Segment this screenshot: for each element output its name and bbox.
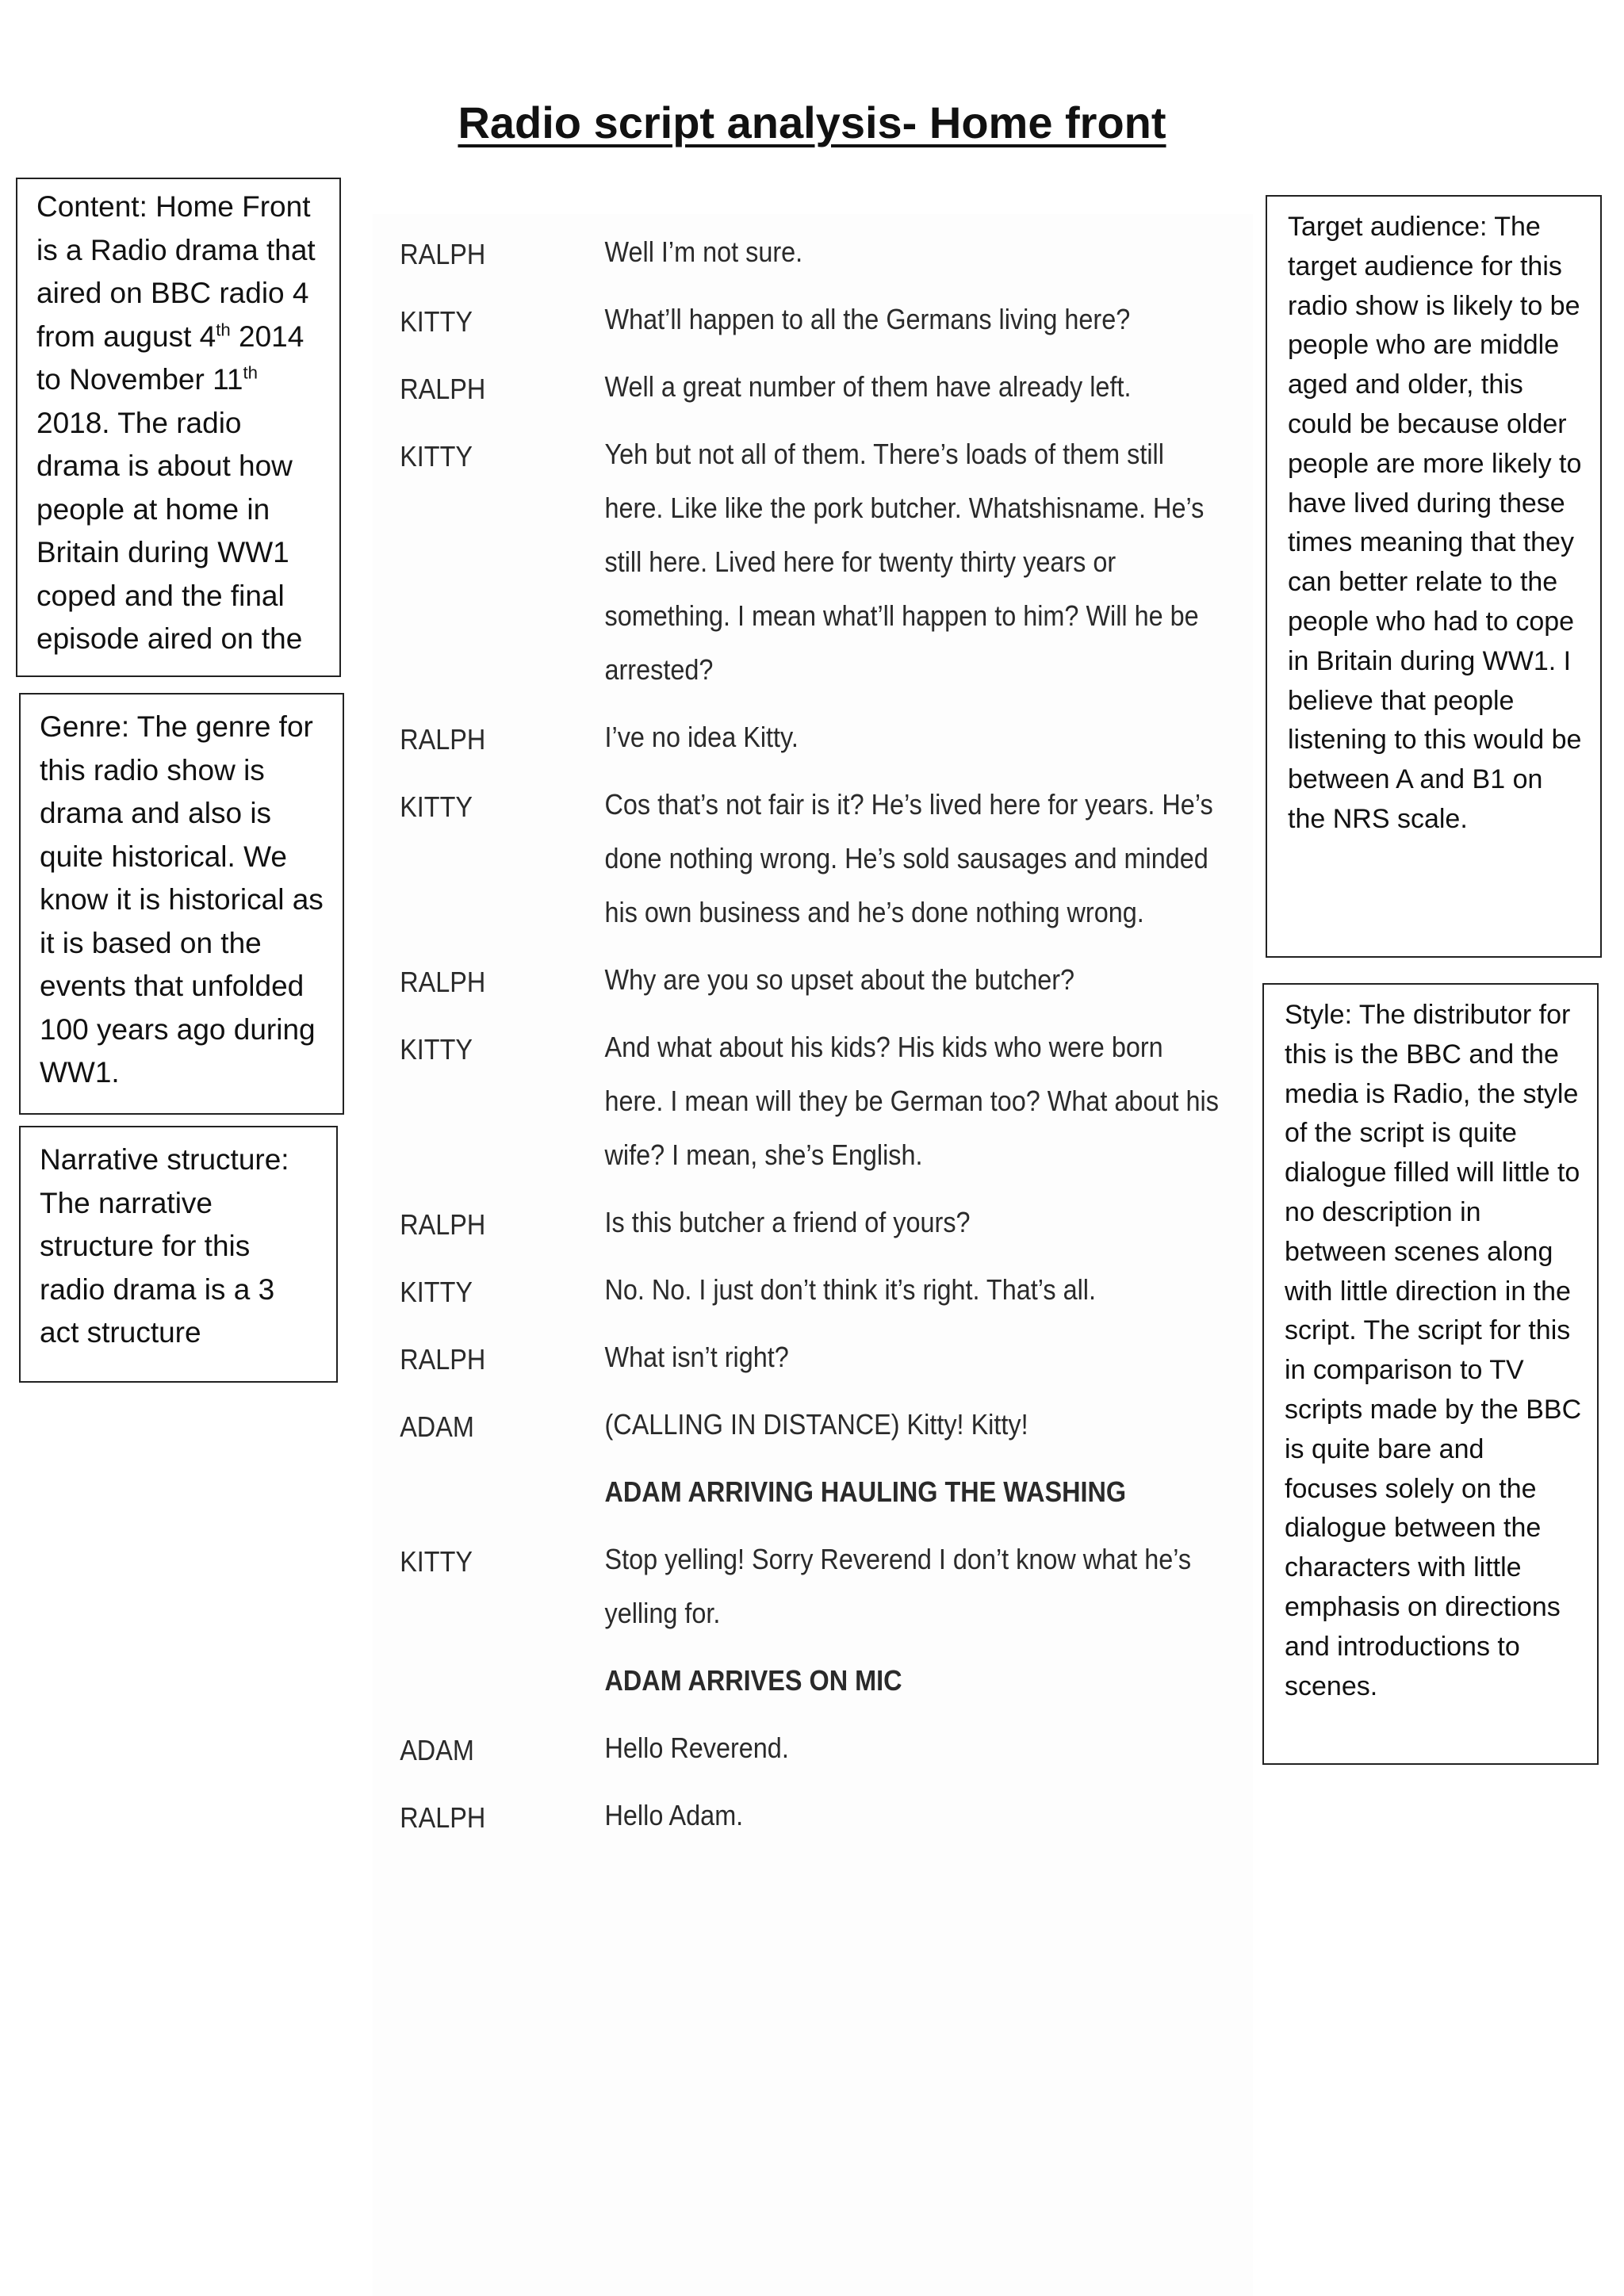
style-box <box>1262 983 1599 1765</box>
content-box <box>16 178 341 677</box>
narrative-text: Narrative structure: The narrative structure for this radio drama is a 3 act structure <box>40 1143 289 1349</box>
dialogue-line: Stop yelling! Sorry Reverend I don’t know what he’s <box>604 1543 1192 1575</box>
dialogue <box>605 953 1075 1007</box>
speaker-name: ADAM <box>400 1410 474 1443</box>
dialogue <box>605 427 1205 697</box>
dialogue-line: What’ll happen to all the Germans living here? <box>604 303 1131 335</box>
content-label: Content: <box>36 190 147 223</box>
dialogue <box>605 1020 1219 1182</box>
dialogue <box>605 1196 971 1249</box>
speaker-name: KITTY <box>400 1545 473 1578</box>
dialogue-line: Why are you so upset about the butcher? <box>604 963 1075 996</box>
content-text: Home Front is a Radio drama that aired on BBC radio 4 from august 4 <box>36 190 316 353</box>
dialogue <box>605 1533 1192 1640</box>
dialogue-line: Yeh but not all of them. There’s loads of them still <box>604 438 1164 470</box>
speaker-name: KITTY <box>400 440 473 473</box>
dialogue-line: Hello Reverend. <box>604 1732 789 1764</box>
dialogue <box>605 1398 1028 1452</box>
dialogue <box>605 778 1213 939</box>
content-sup-2: th <box>243 362 259 383</box>
dialogue-line: And what about his kids? His kids who were born <box>604 1031 1163 1063</box>
dialogue-line: arrested? <box>604 653 714 686</box>
dialogue <box>605 710 799 764</box>
speaker-name: RALPH <box>400 1208 486 1241</box>
dialogue-line: Well a great number of them have already left. <box>604 370 1132 403</box>
speaker-name: RALPH <box>400 373 486 405</box>
dialogue-line: ADAM ARRIVES ON MIC <box>604 1664 902 1697</box>
dialogue-line: I’ve no idea Kitty. <box>604 721 799 753</box>
content-text-3: 2018. The radio drama is about how people at home in Britain during WW1 coped and the final episode aired on the <box>36 406 303 655</box>
dialogue-line: Is this butcher a friend of yours? <box>604 1206 971 1238</box>
dialogue <box>605 360 1132 414</box>
dialogue-line: here. I mean will they be German too? What about his <box>604 1085 1219 1117</box>
dialogue <box>605 1721 789 1775</box>
speaker-name: KITTY <box>400 790 473 823</box>
narrative-box <box>19 1126 338 1383</box>
stage-direction <box>605 1654 902 1708</box>
speaker-name: ADAM <box>400 1734 474 1766</box>
dialogue-line: something. I mean what’ll happen to him? Will he be <box>604 599 1199 632</box>
dialogue-line: here. Like like the pork butcher. Whatshisname. He’s <box>604 492 1205 524</box>
dialogue-line: done nothing wrong. He’s sold sausages and minded <box>604 842 1208 874</box>
dialogue-line: still here. Lived here for twenty thirty years or <box>604 545 1116 578</box>
dialogue-line: No. No. I just don’t think it’s right. That’s all. <box>604 1273 1096 1306</box>
speaker-name: RALPH <box>400 1801 486 1834</box>
genre-box <box>19 693 344 1115</box>
target-audience-box <box>1266 195 1602 958</box>
speaker-name: KITTY <box>400 1033 473 1066</box>
dialogue-line: wife? I mean, she’s English. <box>604 1138 923 1171</box>
dialogue-line: Well I’m not sure. <box>604 235 803 268</box>
content-sup-1: th <box>216 320 231 340</box>
style-text: Style: The distributor for this is the BBC and the media is Radio, the style of the script is quite dialogue filled will little to no description in between scenes along with little direction in the script. The script for this in comparison to TV scripts made by the BBC is quite bare and focuses solely on the dialogue between the characters with little emphasis on directions and introductions to scenes. <box>1285 1000 1582 1701</box>
content-text-2: 2014 to November 11 <box>36 320 304 396</box>
dialogue-line: What isn’t right? <box>604 1341 789 1373</box>
dialogue-line: his own business and he’s done nothing wrong. <box>604 896 1144 928</box>
dialogue-line: yelling for. <box>604 1597 721 1629</box>
dialogue <box>605 293 1131 346</box>
speaker-name: KITTY <box>400 1276 473 1308</box>
dialogue <box>605 1789 744 1843</box>
stage-direction <box>605 1465 1127 1519</box>
page-title: Radio script analysis- Home front <box>458 98 1166 147</box>
dialogue-line: (CALLING IN DISTANCE) Kitty! Kitty! <box>604 1408 1028 1441</box>
dialogue <box>605 1263 1096 1317</box>
genre-text: Genre: The genre for this radio show is drama and also is quite historical. We know it is historical as it is based on the events that unfolded 100 years ago during WW1. <box>40 710 324 1089</box>
dialogue-line: Cos that’s not fair is it? He’s lived here for years. He’s <box>604 788 1213 821</box>
dialogue-line: ADAM ARRIVING HAULING THE WASHING <box>604 1475 1127 1508</box>
speaker-name: RALPH <box>400 1343 486 1376</box>
dialogue-line: Hello Adam. <box>604 1799 744 1831</box>
speaker-name: RALPH <box>400 723 486 756</box>
speaker-name: RALPH <box>400 238 486 270</box>
speaker-name: RALPH <box>400 966 486 998</box>
speaker-name: KITTY <box>400 305 473 338</box>
dialogue <box>605 225 803 279</box>
script-excerpt <box>373 214 1253 2296</box>
dialogue <box>605 1330 789 1384</box>
audience-text: Target audience: The target audience for this radio show is likely to be people who are middle aged and older, this could be because older people are more likely to have lived during these times meaning that they can better relate to the people who had to cope in Britain during WW1. I believe that people listening to this would be between A and B1 on the NRS scale. <box>1288 212 1582 834</box>
